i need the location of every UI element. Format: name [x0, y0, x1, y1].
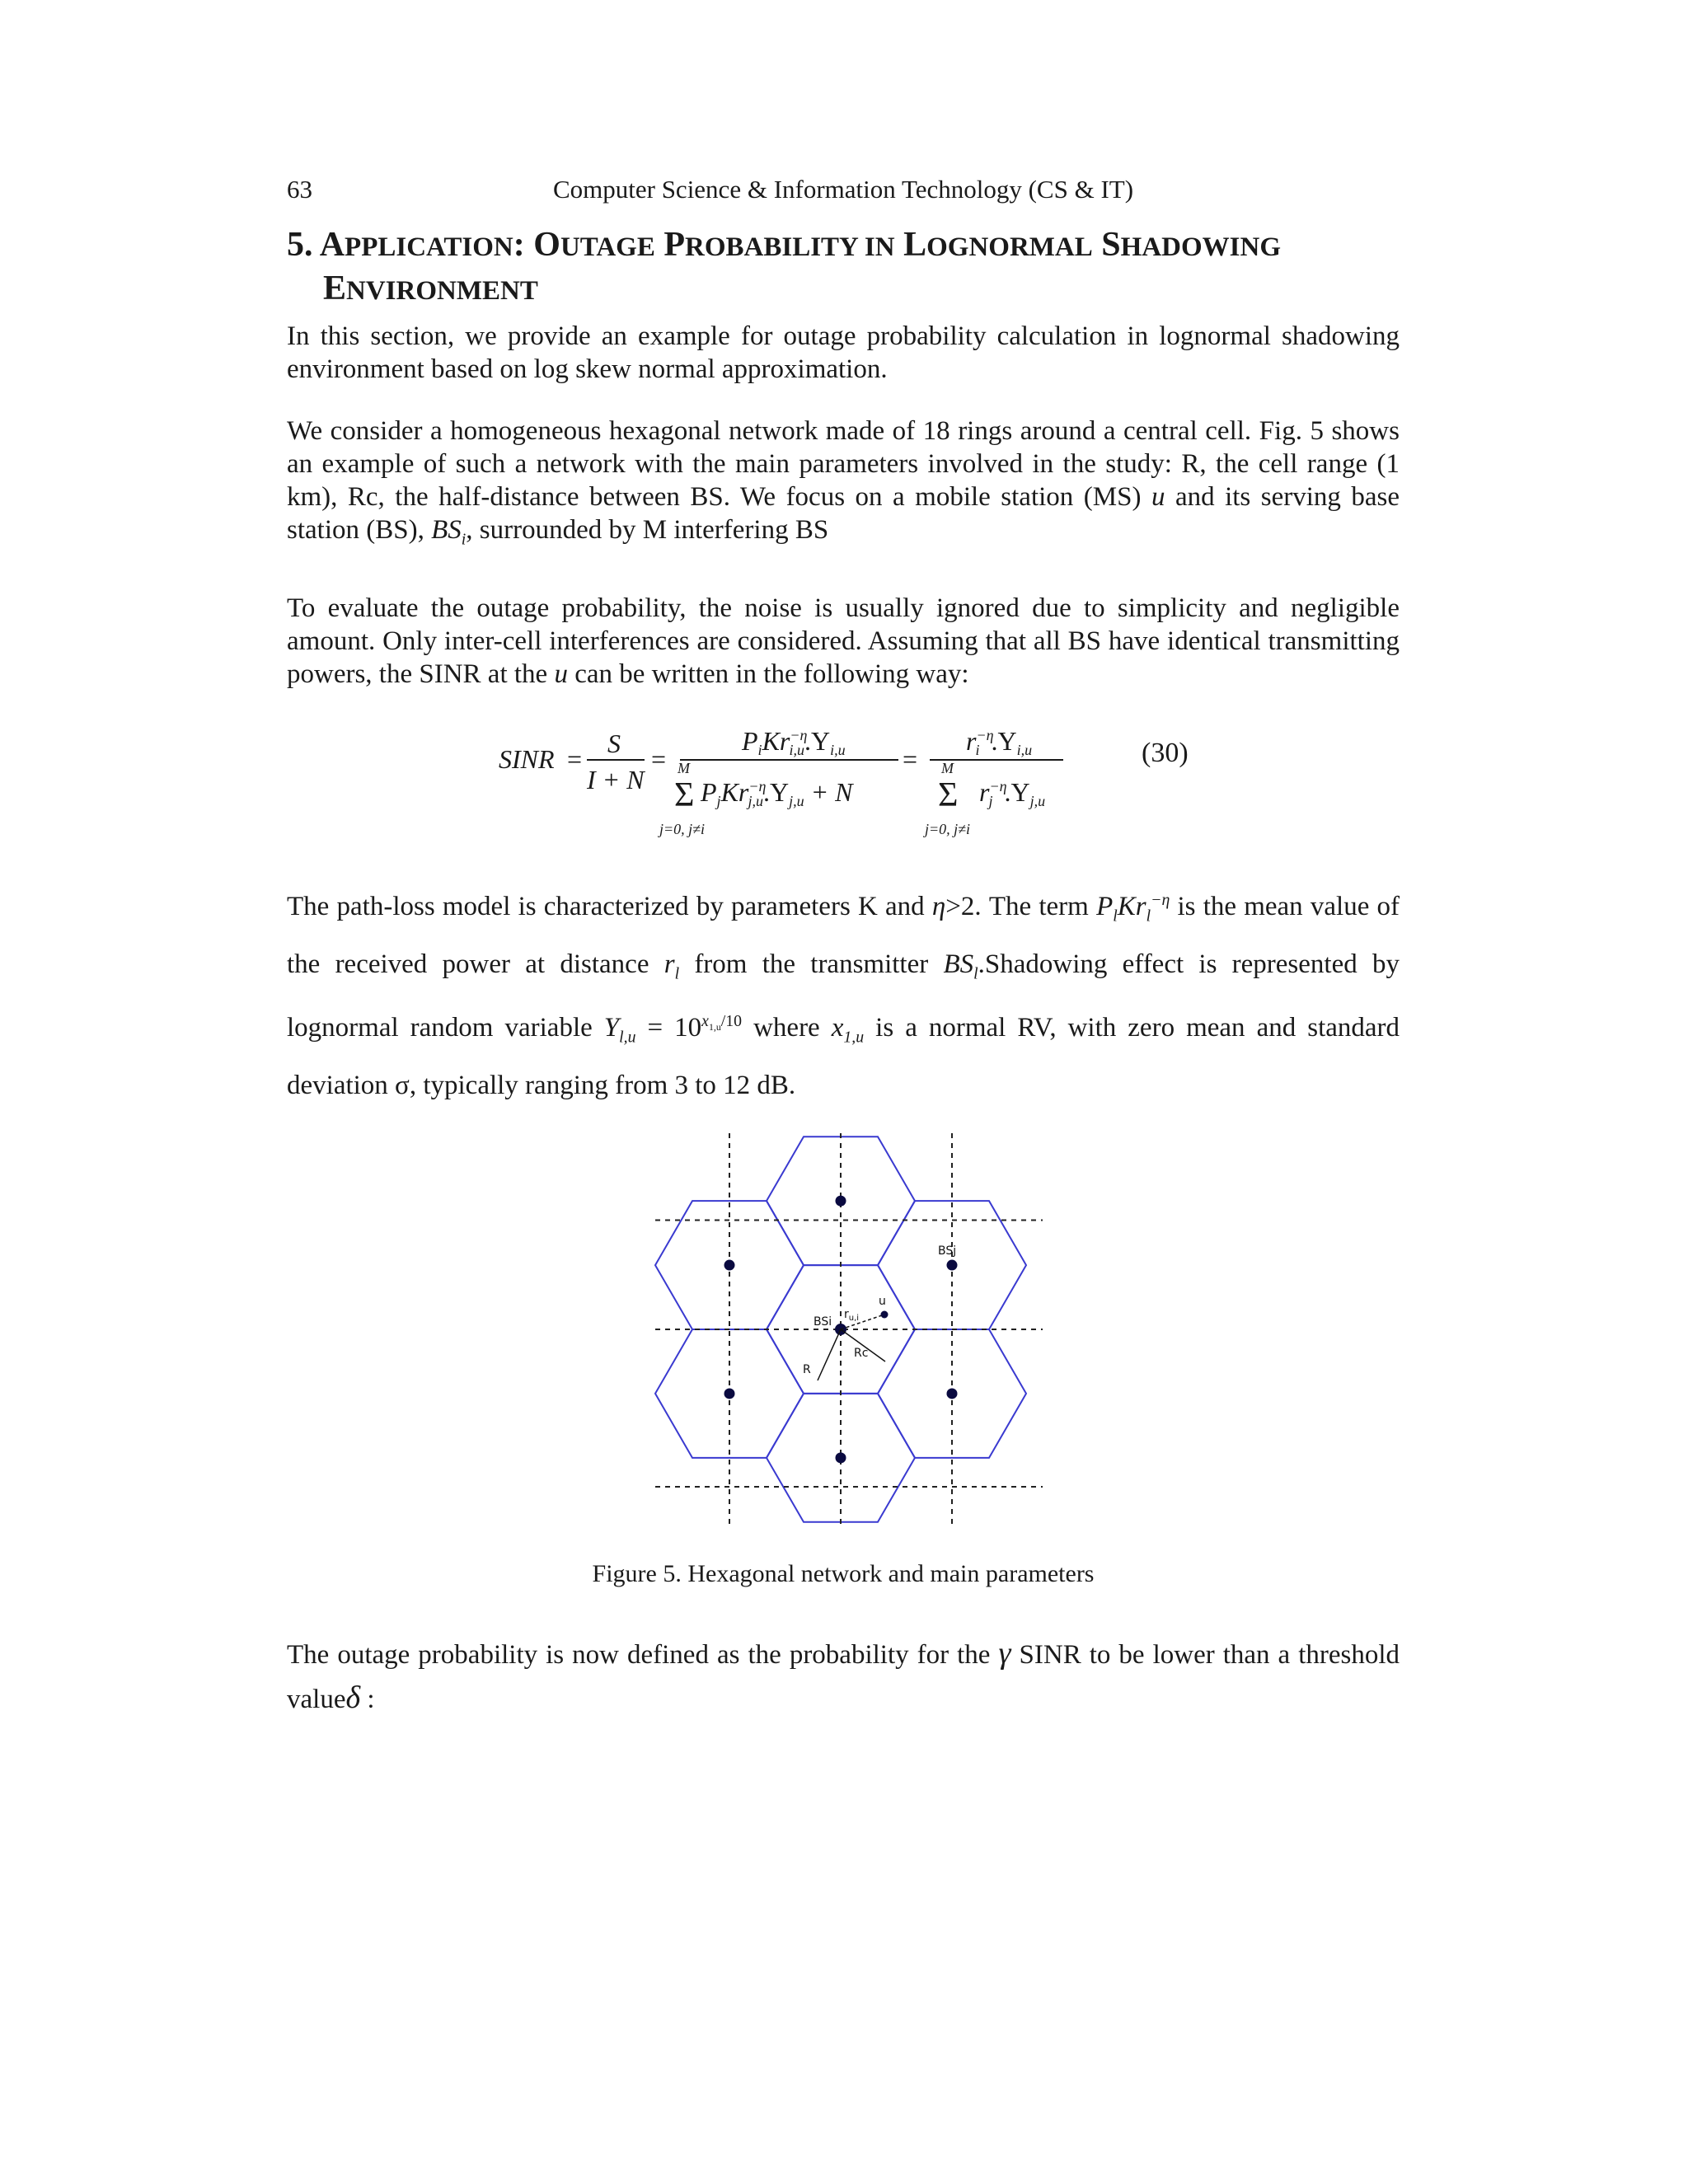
svg-text:M: M [941, 760, 954, 776]
label-R: R [803, 1363, 811, 1376]
running-header [287, 175, 1400, 208]
equation-30 [495, 725, 1236, 849]
figure-caption: Figure 5. Hexagonal network and main parameters [592, 1560, 1095, 1587]
svg-text:r−ηi.Yi,u: $r^{-\eta}$ i .Yi,u [966, 726, 1033, 758]
svg-text:SINR: SINR [499, 744, 555, 774]
paragraph-intro: In this section, we provide an example for outage probability calculation in lognormal shadowing environment based on log skew normal approximation. [287, 321, 1400, 384]
hexagonal-network-figure [651, 1129, 1047, 1533]
paragraph-outage: The outage probability is now defined as the probability for the γ SINR to be lower than a threshold valueδ : [287, 1636, 1400, 1715]
svg-text:PjKr−ηj,u.Yj,u + N: PjKr$^{-\eta}$ j,u.Yj,u + N [701, 777, 853, 809]
svg-text:I + N: I + N [587, 765, 645, 794]
cell-north-base-station-dot [836, 1196, 846, 1207]
bs-i-symbol: $BS_i$ [431, 515, 467, 549]
svg-text:j=0, j≠i: j=0, j≠i [925, 821, 971, 837]
equation-number: (30) [1142, 738, 1189, 768]
page-number: 63 [287, 175, 312, 204]
svg-text:M: M [678, 760, 690, 776]
range-r-line [818, 1329, 841, 1380]
svg-text:=: = [651, 744, 667, 774]
r-l-symbol: $r_l$ [663, 949, 680, 983]
cell-southwest-base-station-dot [724, 1388, 735, 1399]
svg-text:PiKr−ηi,u.Yi,u: PiKr$^{-\eta}$ i,u.Yi,u [742, 726, 846, 758]
paragraph-sinr: To evaluate the outage probability, the noise is usually ignored due to simplicity and negligible amount. Only inter-cell interferences are considered. Assuming that all BS have identical transmitting powers, the SINR at the u can be written in the following way: [287, 593, 1400, 689]
dashed-grid [655, 1133, 1043, 1529]
term-plkr: $P_lKr_l^{-\eta}$ [1096, 891, 1170, 926]
svg-text:=: = [567, 744, 583, 774]
cell-southeast-base-station-dot [947, 1388, 958, 1399]
label-bsi: BSi [814, 1315, 832, 1329]
svg-text:Σ: Σ [674, 776, 695, 814]
section-heading-line1: 5. APPLICATION: OUTAGE PROBABILITY IN LOGNORMAL SHADOWING [287, 226, 1281, 264]
mobile-station-dot [881, 1311, 889, 1319]
paragraph-pathloss: The path-loss model is characterized by parameters K and η>2. The term $P_lKr_l^{-\eta}$ is the mean value of the received power at distance $r_l$ from the transmitter $BS_l.Shadowing$ effect is represented by lognormal random variable $Y_{l,u} = 10^{x_{1,u}/10}$ where $x_{1,u}$ is a normal RV, with zero mean and standard deviation σ, typically ranging from 3 to 12 dB. [287, 891, 1400, 1100]
cell-northwest-base-station-dot [724, 1260, 735, 1271]
bs-l-symbol: $BS_l$ [943, 949, 978, 983]
cell-south-base-station-dot [836, 1452, 846, 1463]
section-heading-line2: ENVIRONMENT [323, 269, 538, 307]
label-bsj: BSj [938, 1244, 957, 1258]
svg-text:=: = [903, 744, 918, 774]
paragraph-network: We consider a homogeneous hexagonal network made of 18 rings around a central cell. Fig. 5 shows an example of such a network with the main parameters involved in the study: R, the cell range (1 km), Rc, the half-distance between BS. We focus on a mobile station (MS) u and its serving base station (BS), $BS_i$, surrounded by M interfering BS [287, 416, 1400, 549]
svg-text:Σ: Σ [938, 776, 959, 814]
label-r-ui: $r_{u,i}$ [844, 1308, 860, 1323]
x-1u-symbol: $x_{1,u}$ [831, 1013, 865, 1047]
svg-text:r−ηj.Yj,u: $r^{-\eta}$ j .Yj,u [979, 777, 1046, 809]
cell-northeast-base-station-dot [947, 1260, 958, 1271]
svg-text:S: S [607, 729, 621, 758]
journal-name: Computer Science & Information Technology (CS & IT) [552, 175, 1134, 204]
label-Rc: Rc [854, 1347, 869, 1360]
label-u: u [879, 1295, 886, 1308]
svg-text:j=0, j≠i: j=0, j≠i [659, 821, 706, 837]
y-lognormal-expression: $Y_{l,u} = 10^{x_{1,u}/10}$ [603, 1012, 743, 1047]
section-heading [287, 224, 1400, 312]
